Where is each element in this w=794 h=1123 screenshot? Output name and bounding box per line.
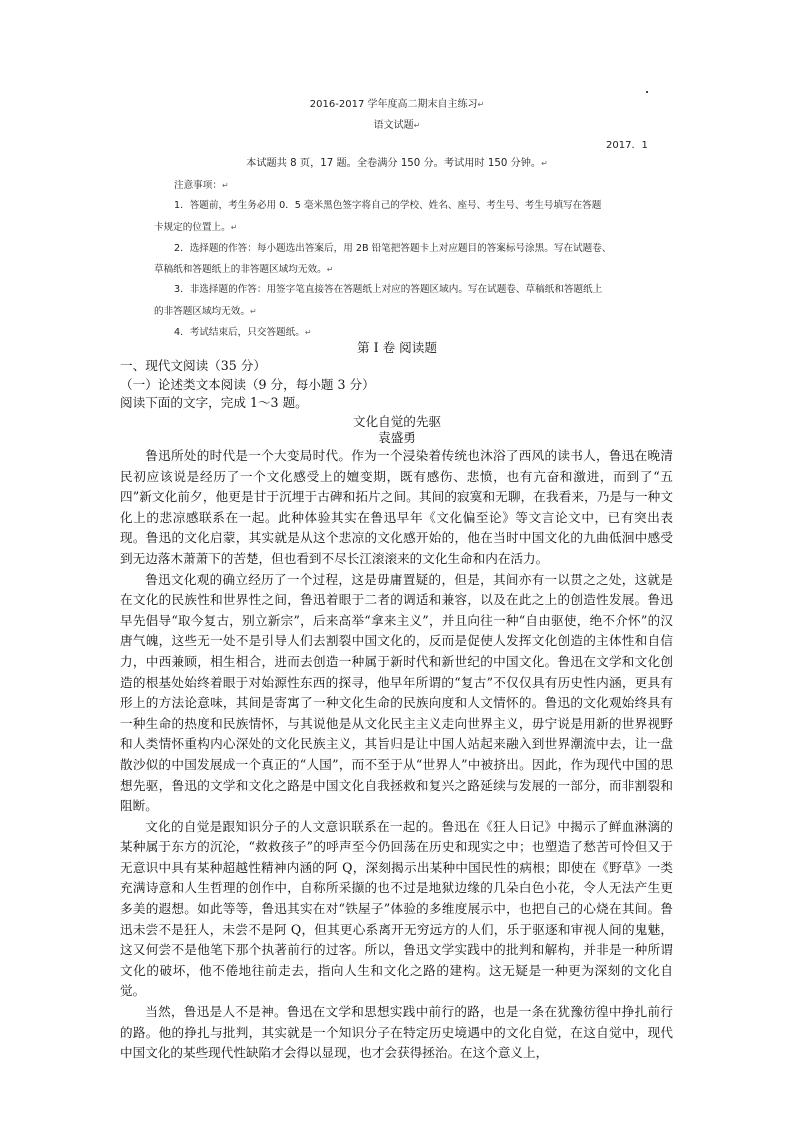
exam-info: 本试题共 8 页，17 题。全卷满分 150 分。考试用时 150 分钟。↵	[246, 158, 548, 169]
article-paragraph: 鲁迅所处的时代是一个大变局时代。作为一个浸染着传统也沐浴了西风的读书人，鲁迅在晚清民初应该说是经历了一个文化感受上的嬗变期，既有感伤、悲愤，也有亢奋和激进，而到了“五四”新文化前夕，他更是甘于沉埋于古碑和拓片之间。其间的寂寞和无聊，在我看来，乃是与一种文化上的悲凉感联系在一起。此种体验其实在鲁迅早年《文化偏至论》等文言论文中，已有突出表现。鲁迅的文化启蒙，其实就是从这个悲凉的文化感开始的，他在当时中国文化的九曲低洄中感受到无边落木萧萧下的苦楚，但也看到不尽长江滚滚来的文化生命和内在活力。	[120, 448, 673, 566]
notice-item-2: 2．选择题的作答：每小题选出答案后，用 2B 铅笔把答题卡上对应题目的答案标号涂黑。写在试题卷、	[174, 243, 612, 254]
notice-item-1-cont: 卡规定的位置上。↵	[154, 222, 238, 233]
article-paragraph: 鲁迅文化观的确立经历了一个过程，这是毋庸置疑的，但是，其间亦有一以贯之之处，这就是在文化的民族性和世界性之间，鲁迅着眼于二者的调适和兼容，以及在此之上的创造性发展。鲁迅早先倡导“取今复古，别立新宗”，后来高举“拿来主义”，并且向往一种“自由驱使，绝不介怀”的汉唐气魄，这些无一处不是引导人们去割裂中国文化的，反而是促使人发挥文化创造的主体性和自信力，中西兼顾，相生相合，进而去创造一种属于新时代和新世纪的中国文化。鲁迅在文学和文化创造的根基处始终着眼于对始源性东西的探寻，他早年所谓的“复古”不仅仅具有历史性内涵，更具有形上的方法论意味，其间是寄寓了一种文化生命的民族向度和人文情怀的。鲁迅的文化观始终具有一种生命的热度和民族情怀，与其说他是从文化民主主义走向世界主义，毋宁说是用新的世界视野和人类情怀重构内心深处的文化民族主义，其旨归是让中国人站起来融入到世界潮流中去，让一盘散沙似的中国发展成一个真正的“人国”，而不至于从“世界人”中被挤出。因此，作为现代中国的思想先驱，鲁迅的文学和文化之路是中国文化自我拯救和复兴之路延续与发展的一部分，而非割裂和阻断。	[120, 571, 673, 814]
exam-title: 2016-2017 学年度高二期末自主练习↵	[309, 99, 485, 110]
article-title: 文化自觉的先驱	[352, 414, 442, 429]
article-paragraph: 文化的自觉是跟知识分子的人文意识联系在一起的。鲁迅在《狂人日记》中揭示了鲜血淋漓的某种属于东方的沉沦，“救救孩子”的呼声至今仍回荡在历史和现实之中；也塑造了愁苦可怜但又于无意识中具有某种超越性精神内涵的阿 Q，深刻揭示出某种中国民性的病根；即使在《野草》一类充满诗意和人生哲理的创作中，自称所采撷的也不过是地狱边缘的几朵白色小花，令人无法产生更多美的遐想。如此等等，鲁迅其实在对“铁屋子”体验的多维度展示中，也把自己的心烧在其间。鲁迅未尝不是狂人，未尝不是阿 Q，但其更心系离开无穷远方的人们，乐于驱逐和审视人间的鬼魅，这又何尝不是他笔下那个执著前行的过客。所以，鲁迅文学实践中的批判和解构，并非是一种所谓文化的破坏，他不倦地往前走去，指向人生和文化之路的建构。这无疑是一种更为深刻的文化自觉。	[120, 818, 673, 999]
section-title: 第 I 卷 阅读题	[357, 340, 437, 355]
article-paragraph: 当然，鲁迅是人不是神。鲁迅在文学和思想实践中前行的路，也是一条在犹豫彷徨中挣扎前行的路。他的挣扎与批判，其实就是一个知识分子在特定历史境遇中的文化自觉，在这自觉中，现代中国文化的某些现代性缺陷才会得以显现，也才会获得拯治。在这个意义上，	[120, 1004, 673, 1061]
article-author: 袁盛勇	[378, 430, 416, 445]
article-body	[120, 446, 673, 1064]
notice-item-2-cont: 草稿纸和答题纸上的非答题区域均无效。↵	[154, 264, 334, 275]
reading-instruction: 阅读下面的文字，完成 1～3 题。	[120, 395, 308, 410]
scan-speck	[646, 91, 648, 93]
notice-item-3-cont: 的非答题区域均无效。↵	[154, 306, 257, 317]
subpart-heading: （一）论述类文本阅读（9 分，每小题 3 分）	[120, 377, 375, 392]
exam-header	[0, 0, 794, 340]
notice-item-1: 1．答题前，考生务必用 0．5 毫米黑色签字将自己的学校、姓名、座号、考生号、考生号填写在答题	[174, 200, 602, 211]
notice-item-3: 3．非选择题的作答：用签字笔直接答在答题纸上对应的答题区域内。写在试题卷、草稿纸和答题纸上	[174, 284, 603, 295]
exam-date: 2017．1	[606, 140, 648, 151]
notice-heading: 注意事项：↵	[174, 180, 229, 191]
exam-subtitle: 语文试题↵	[373, 120, 421, 131]
part-heading: 一、现代文阅读（35 分）	[120, 358, 266, 373]
notice-item-4: 4．考试结束后，只交答题纸。↵	[174, 327, 312, 338]
